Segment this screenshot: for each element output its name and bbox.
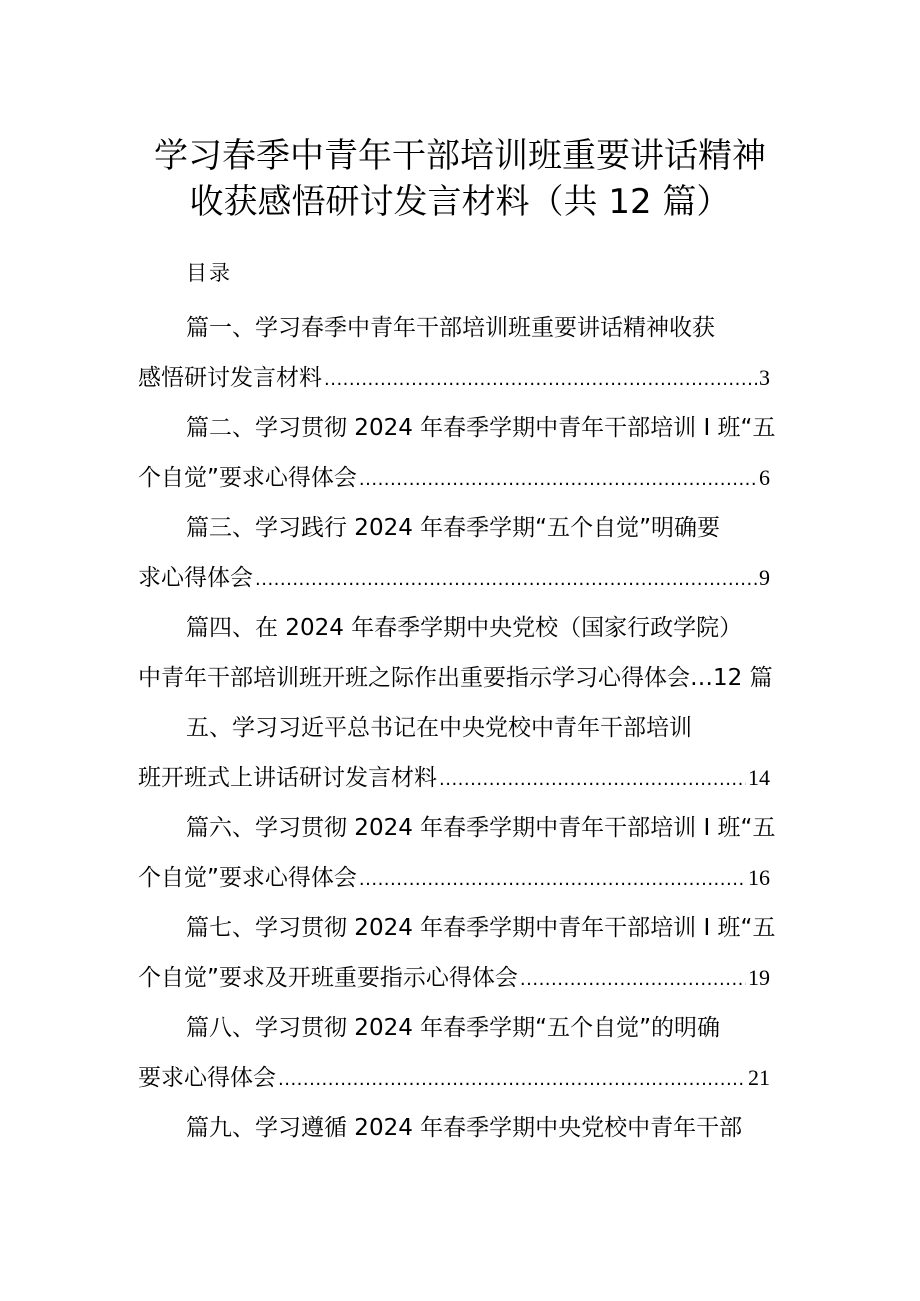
toc-entry-2-line-1: 篇二、学习贯彻 2024 年春季学期中青年干部培训 I 班“五	[186, 415, 776, 441]
toc-entry-5-line-2	[138, 762, 770, 796]
toc-entry-3-line-1: 篇三、学习践行 2024 年春季学期“五个自觉”明确要	[186, 515, 720, 541]
toc-entry-6-line-2	[138, 862, 770, 896]
document-title-line-1: 学习春季中青年干部培训班重要讲话精神	[154, 136, 766, 176]
toc-entry-1-title-end: 感悟研讨发言材料	[138, 365, 322, 391]
toc-entry-8-page: 21	[748, 1065, 770, 1090]
toc-entry-5-leader	[439, 764, 746, 796]
toc-entry-7-line-1: 篇七、学习贯彻 2024 年春季学期中青年干部培训 I 班“五	[186, 915, 776, 941]
toc-entry-8-title-end: 要求心得体会	[138, 1065, 276, 1091]
toc-entry-1-line-1: 篇一、学习春季中青年干部培训班重要讲话精神收获	[186, 315, 715, 341]
toc-entry-2-leader	[359, 464, 757, 496]
toc-entry-6-leader	[359, 864, 746, 896]
toc-entry-7-page: 19	[748, 965, 770, 990]
document-title-line-2: 收获感悟研讨发言材料（共 12 篇）	[189, 182, 731, 222]
toc-entry-8-line-1: 篇八、学习贯彻 2024 年春季学期“五个自觉”的明确	[186, 1015, 720, 1041]
toc-entry-5-title-end: 班开班式上讲话研讨发言材料	[138, 765, 437, 791]
toc-entry-2-line-2	[138, 462, 770, 496]
toc-entry-6-line-1: 篇六、学习贯彻 2024 年春季学期中青年干部培训 I 班“五	[186, 815, 776, 841]
toc-entry-2-title-end: 个自觉”要求心得体会	[138, 465, 357, 491]
toc-entry-4-line-2: 中青年干部培训班开班之际作出重要指示学习心得体会…12 篇	[138, 665, 773, 691]
toc-entry-9-line-1: 篇九、学习遵循 2024 年春季学期中央党校中青年干部	[186, 1115, 743, 1141]
toc-entry-4-line-1: 篇四、在 2024 年春季学期中央党校（国家行政学院）	[186, 615, 743, 641]
toc-entry-6-page: 16	[748, 865, 770, 890]
toc-entry-6-title-end: 个自觉”要求心得体会	[138, 865, 357, 891]
toc-entry-7-line-2	[138, 962, 770, 996]
toc-entry-3-title-end: 求心得体会	[138, 565, 253, 591]
toc-entry-8-leader	[278, 1064, 746, 1096]
toc-entry-1-line-2	[138, 362, 770, 396]
toc-entry-3-page: 9	[759, 565, 770, 590]
toc-entry-5-line-1: 五、学习习近平总书记在中央党校中青年干部培训	[186, 715, 692, 741]
toc-heading: 目录	[186, 261, 232, 285]
toc-entry-8-line-2	[138, 1062, 770, 1096]
toc-entry-3-leader	[255, 564, 757, 596]
toc-entry-7-title-end: 个自觉”要求及开班重要指示心得体会	[138, 965, 518, 991]
toc-entry-1-page: 3	[759, 365, 770, 390]
toc-entry-3-line-2	[138, 562, 770, 596]
toc-entry-1-leader	[324, 364, 757, 396]
toc-entry-5-page: 14	[748, 765, 770, 790]
toc-entry-2-page: 6	[759, 465, 770, 490]
toc-entry-7-leader	[520, 964, 746, 996]
